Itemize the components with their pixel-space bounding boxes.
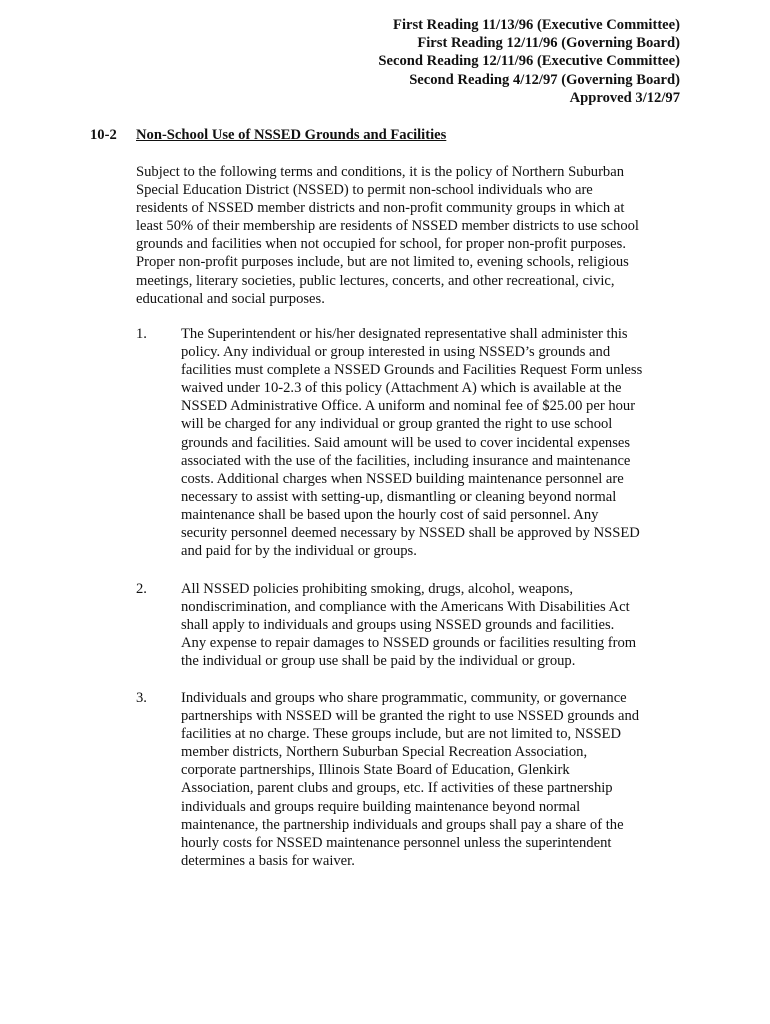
paragraph-line: meetings, literary societies, public lectures, concerts, and other recreational, civic,: [136, 272, 615, 289]
paragraph-line: partnerships with NSSED will be granted the right to use NSSED grounds and: [181, 708, 640, 725]
reading-history-line: First Reading 12/11/96 (Governing Board): [417, 35, 680, 52]
paragraph-line: facilities must complete a NSSED Grounds and Facilities Request Form unless: [181, 362, 643, 379]
paragraph-line: shall apply to individuals and groups using NSSED grounds and facilities.: [181, 617, 615, 634]
paragraph-line: the individual or group use shall be paid by the individual or group.: [181, 653, 576, 670]
paragraph-line: hourly costs for NSSED maintenance personnel unless the superintendent: [181, 834, 612, 851]
paragraph-line: member districts, Northern Suburban Special Recreation Association,: [181, 744, 588, 761]
paragraph-line: will be charged for any individual or group granted the right to use school: [181, 416, 613, 433]
paragraph-line: security personnel deemed necessary by NSSED shall be approved by NSSED: [181, 525, 640, 542]
paragraph-line: nondiscrimination, and compliance with the Americans With Disabilities Act: [181, 599, 630, 616]
paragraph-line: educational and social purposes.: [136, 290, 325, 307]
paragraph-line: waived under 10-2.3 of this policy (Attachment A) which is available at the: [181, 380, 622, 397]
paragraph-line: corporate partnerships, Illinois State Board of Education, Glenkirk: [181, 762, 570, 779]
paragraph-line: and paid for by the individual or groups.: [181, 543, 417, 560]
reading-history-line: First Reading 11/13/96 (Executive Committee): [393, 17, 680, 33]
paragraph-line: residents of NSSED member districts and non-profit community groups in which at: [136, 200, 625, 217]
paragraph-line: associated with the use of the facilities, including insurance and maintenance: [181, 452, 631, 469]
paragraph-line: Special Education District (NSSED) to permit non-school individuals who are: [136, 182, 593, 199]
paragraph-line: The Superintendent or his/her designated representative shall administer this: [181, 326, 628, 342]
paragraph-line: maintenance shall be based upon the hourly cost of said personnel. Any: [181, 506, 599, 523]
reading-history: [378, 16, 680, 107]
section-number: 10-2: [90, 127, 117, 143]
list-item-number: 2.: [136, 581, 147, 597]
list-item-number: 1.: [136, 326, 147, 342]
section-title: Non-School Use of NSSED Grounds and Facilities: [136, 127, 447, 143]
paragraph-line: grounds and facilities. Said amount will be used to cover incidental expenses: [181, 434, 631, 451]
paragraph-line: individuals and groups require building maintenance beyond normal: [181, 798, 581, 815]
reading-history-line: Second Reading 4/12/97 (Governing Board): [409, 71, 680, 88]
paragraph-line: determines a basis for waiver.: [181, 852, 355, 869]
paragraph-line: Association, parent clubs and groups, etc. If activities of these partnership: [181, 780, 613, 797]
paragraph-line: Any expense to repair damages to NSSED grounds or facilities resulting from: [181, 635, 637, 652]
paragraph-line: grounds and facilities when not occupied for school, for proper non-profit purposes.: [136, 236, 626, 253]
paragraph-line: Individuals and groups who share programmatic, community, or governance: [181, 690, 627, 706]
list-item-number: 3.: [136, 690, 147, 706]
paragraph-line: Subject to the following terms and conditions, it is the policy of Northern Suburban: [136, 164, 625, 180]
list-item-body: [181, 689, 691, 870]
list-item-body: [181, 580, 691, 670]
paragraph-line: policy. Any individual or group interested in using NSSED’s grounds and: [181, 344, 611, 361]
paragraph-line: maintenance, the partnership individuals and groups shall pay a share of the: [181, 816, 624, 833]
paragraph-line: Proper non-profit purposes include, but are not limited to, evening schools, religious: [136, 254, 629, 271]
intro-paragraph: [136, 163, 684, 308]
paragraph-line: All NSSED policies prohibiting smoking, drugs, alcohol, weapons,: [181, 581, 573, 597]
section-heading: [90, 126, 446, 144]
approval-date: Approved 3/12/97: [569, 89, 680, 106]
list-item-body: [181, 325, 691, 560]
paragraph-line: NSSED Administrative Office. A uniform and nominal fee of $25.00 per hour: [181, 398, 636, 415]
reading-history-line: Second Reading 12/11/96 (Executive Committee): [378, 53, 680, 70]
paragraph-line: facilities at no charge. These groups include, but are not limited to, NSSED: [181, 726, 622, 743]
paragraph-line: least 50% of their membership are residents of NSSED member districts to use school: [136, 218, 639, 235]
paragraph-line: necessary to assist with setting-up, dismantling or cleaning beyond normal: [181, 488, 617, 505]
paragraph-line: costs. Additional charges when NSSED building maintenance personnel are: [181, 470, 624, 487]
